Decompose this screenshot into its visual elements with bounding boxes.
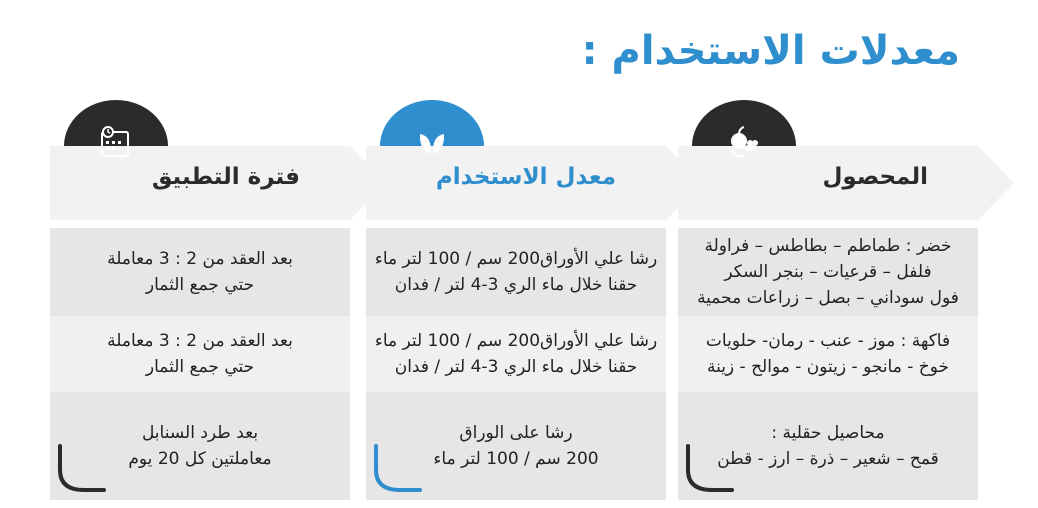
- row-text: رشا على الوراق: [459, 423, 573, 443]
- row-text: خوخ - مانجو - زيتون - موالح - زينة: [706, 357, 950, 377]
- chevron-right-shape: [350, 146, 390, 220]
- application-period-header: [50, 146, 350, 220]
- row-text: حتي جمع الثمار: [145, 357, 255, 377]
- corner-arc-decoration: [56, 442, 108, 494]
- corner-arc-decoration: [684, 442, 736, 494]
- application-period-column: [50, 96, 350, 500]
- crop-header: [678, 146, 978, 220]
- row-text: معاملتين كل 20 يوم: [128, 449, 272, 469]
- application-period-row: [50, 316, 350, 392]
- usage-rate-column: [366, 96, 666, 500]
- crop-row: [678, 228, 978, 316]
- row-text: 200 سم / 100 لتر ماء: [433, 449, 599, 469]
- application-period-row: [50, 228, 350, 316]
- row-text: بعد العقد من 2 : 3 معاملة: [107, 249, 293, 269]
- usage-rate-row: [366, 392, 666, 500]
- calendar-clock-icon: [98, 124, 134, 160]
- row-text: رشا علي الأوراق200 سم / 100 لتر ماء: [374, 249, 658, 269]
- usage-rate-header-label: معدل الاستخدام: [435, 164, 616, 190]
- chevron-right-shape: [666, 146, 706, 220]
- page-title: معدلات الاستخدام :: [581, 28, 960, 74]
- crop-row: [678, 316, 978, 392]
- chevron-right-shape: [978, 146, 1018, 220]
- row-text: محاصيل حقلية :: [771, 423, 885, 443]
- row-text: فاكهة : موز - عنب - رمان- حلويات: [705, 331, 951, 351]
- row-text: رشا علي الأوراق200 سم / 100 لتر ماء: [374, 331, 658, 351]
- application-period-header-label: فترة التطبيق: [151, 164, 300, 190]
- corner-arc-decoration: [372, 442, 424, 494]
- row-text: حقنا خلال ماء الري 3-4 لتر / فدان: [394, 357, 638, 377]
- fruit-basket-icon: [726, 124, 762, 160]
- usage-rate-row: [366, 316, 666, 392]
- row-text: فول سوداني – بصل – زراعات محمية: [697, 288, 959, 308]
- crop-header-label: المحصول: [822, 164, 928, 190]
- row-text: فلفل – قرعيات – بنجر السكر: [724, 262, 932, 282]
- row-text: خضر : طماطم – بطاطس – فراولة: [704, 236, 952, 256]
- usage-rate-row: [366, 228, 666, 316]
- application-period-row: [50, 392, 350, 500]
- row-text: قمح – شعير – ذرة – ارز - قطن: [717, 449, 939, 469]
- row-text: بعد طرد السنابل: [141, 423, 259, 443]
- crop-column: [678, 96, 978, 500]
- row-text: حقنا خلال ماء الري 3-4 لتر / فدان: [394, 275, 638, 295]
- crop-row: [678, 392, 978, 500]
- leaves-icon: [414, 124, 450, 160]
- usage-rate-header: [366, 146, 666, 220]
- row-text: حتي جمع الثمار: [145, 275, 255, 295]
- row-text: بعد العقد من 2 : 3 معاملة: [107, 331, 293, 351]
